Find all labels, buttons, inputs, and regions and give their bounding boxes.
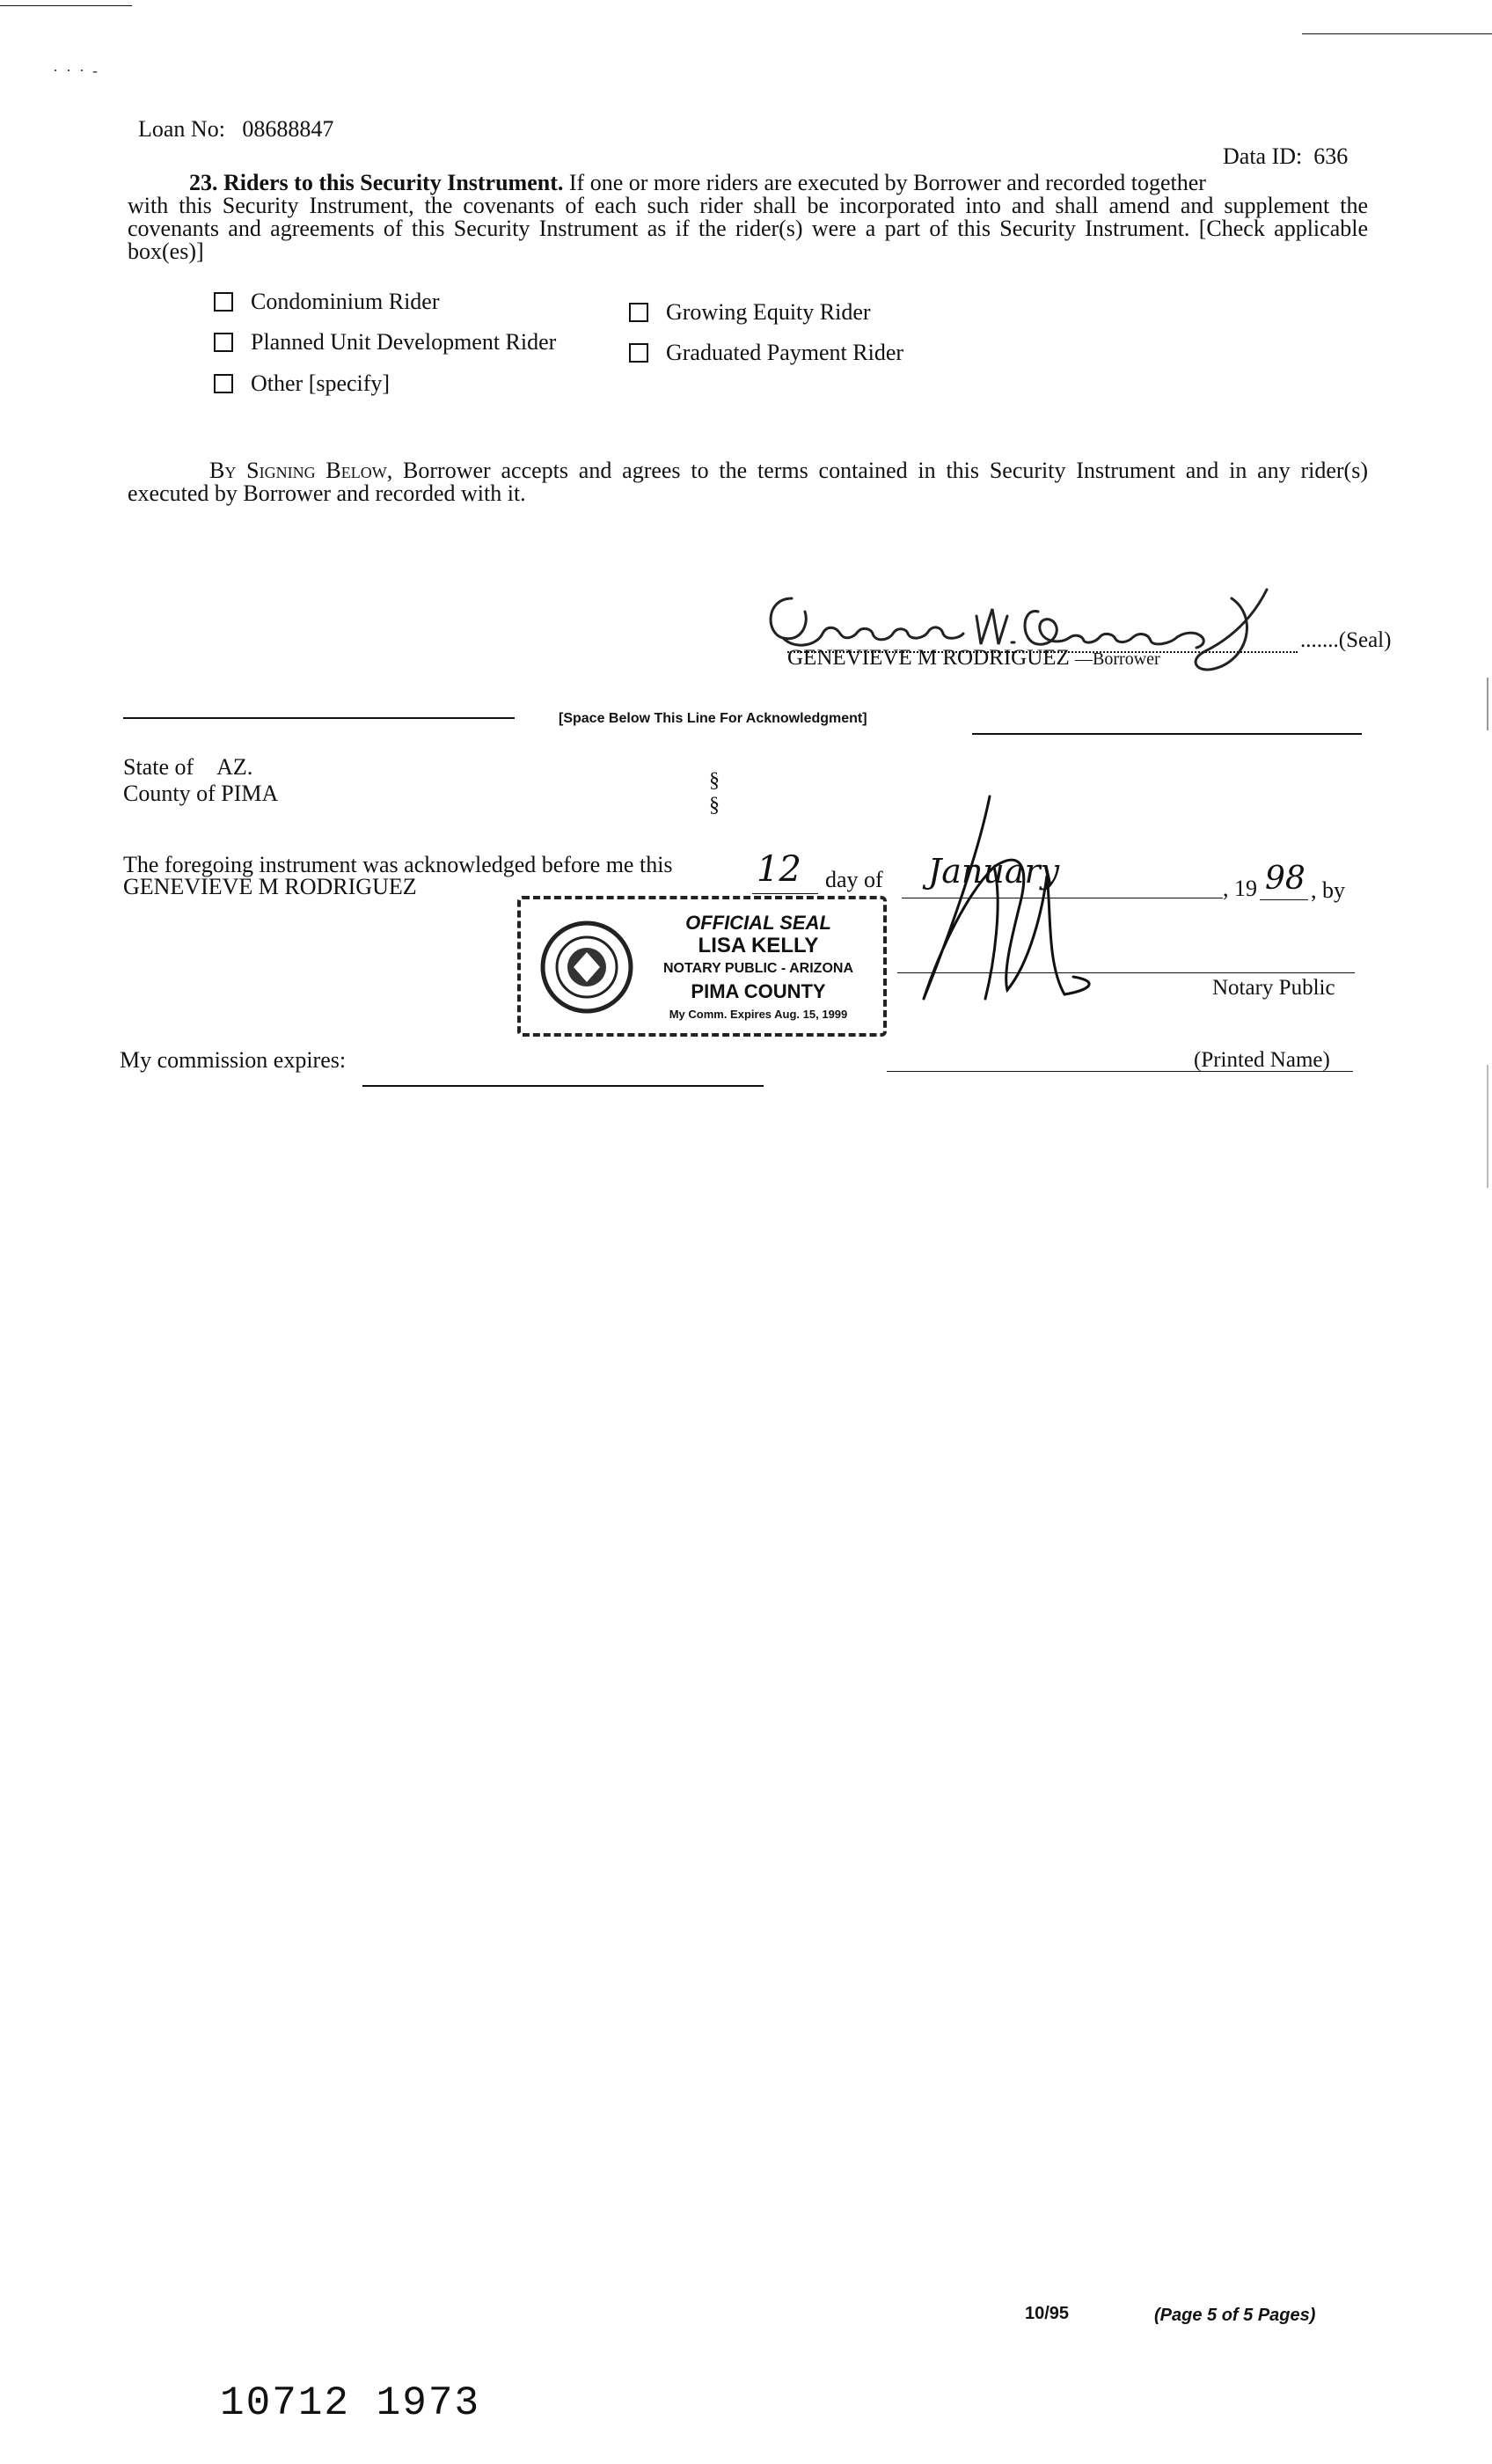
- signing-paragraph: [128, 459, 1368, 505]
- county-line: [123, 781, 278, 807]
- scan-marks: · · · -: [53, 62, 98, 79]
- state-label: State of: [123, 754, 194, 780]
- condominium-label: Condominium Rider: [251, 289, 440, 314]
- stamp-line-2: LISA KELLY: [698, 934, 819, 957]
- loan-label: Loan No:: [138, 116, 225, 142]
- notary-line: [897, 972, 1355, 973]
- borrower-signature: [757, 563, 1302, 695]
- day-label: day of: [825, 867, 883, 892]
- stamp-text: [635, 912, 881, 1026]
- acknowledged-name: GENEVIEVE M RODRIGUEZ: [123, 874, 417, 899]
- scan-edge-mark-2: [1487, 1065, 1488, 1188]
- growing-equity-checkbox[interactable]: [629, 303, 648, 322]
- section-23-number: 23.: [189, 170, 218, 195]
- rider-condominium[interactable]: [214, 289, 440, 315]
- page-info: (Page 5 of 5 Pages): [1154, 2306, 1316, 2325]
- other-label: Other [specify]: [251, 370, 391, 396]
- notary-stamp: [517, 896, 887, 1037]
- document-number: 10712 1973: [220, 2380, 481, 2426]
- borrower-name-line: [787, 645, 1160, 672]
- section-23-heading: Riders to this Security Instrument.: [223, 170, 564, 195]
- county-value: PIMA: [221, 781, 279, 806]
- condominium-checkbox[interactable]: [214, 292, 233, 312]
- ack-divider-text: [Space Below This Line For Acknowledgment]: [559, 711, 867, 726]
- graduated-payment-checkbox[interactable]: [629, 343, 648, 363]
- stamp-line-3: NOTARY PUBLIC - ARIZONA: [663, 961, 853, 976]
- county-label: County of: [123, 781, 216, 806]
- commission-line[interactable]: [362, 1085, 764, 1087]
- year-prefix: , 19: [1223, 876, 1257, 901]
- top-left-rule: [0, 5, 132, 6]
- day-value: 12: [757, 849, 801, 890]
- loan-number: 08688847: [242, 116, 334, 142]
- growing-equity-label: Growing Equity Rider: [666, 299, 871, 325]
- notary-signature: [889, 788, 1117, 1016]
- rider-pud[interactable]: [214, 329, 556, 356]
- form-code: 10/95: [1025, 2304, 1070, 2323]
- data-id-line: [1223, 143, 1348, 170]
- borrower-name: GENEVIEVE M RODRIGUEZ: [787, 646, 1070, 670]
- borrower-role: —Borrower: [1075, 649, 1160, 669]
- section-23-paragraph: [128, 172, 1368, 263]
- printed-name-label: (Printed Name): [1194, 1048, 1330, 1072]
- stamp-line-4: PIMA COUNTY: [691, 980, 826, 1002]
- section-mark-2: §: [709, 794, 720, 817]
- ack-divider-left: [123, 717, 515, 719]
- year-value: 98: [1265, 861, 1306, 897]
- graduated-payment-label: Graduated Payment Rider: [666, 340, 904, 365]
- signing-text: Borrower accepts and agrees to the terms contained in this Security Instrument and in any rider(s) executed by Borrower and recorded with it.: [128, 458, 1368, 506]
- section-23-body-rest: with this Security Instrument, the covenants of each such rider shall be incorporated into and shall amend and supplement the covenants and agreements of this Security Instrument as if the rider(s) were a part of this Security Instrument. [Check applicable box(es)]: [128, 193, 1368, 264]
- scan-edge-mark: [1487, 678, 1488, 730]
- stamp-line-1: OFFICIAL SEAL: [685, 912, 831, 934]
- rider-graduated-payment[interactable]: [629, 340, 903, 366]
- foregoing-text: The foregoing instrument was acknowledged before me this: [123, 852, 673, 877]
- state-value: AZ.: [216, 754, 253, 780]
- notary-label: Notary Public: [1212, 976, 1335, 1000]
- day-line: [752, 893, 818, 894]
- signing-lead: By Signing Below,: [209, 458, 393, 483]
- commission-label: My commission expires:: [120, 1047, 347, 1073]
- rider-other[interactable]: [214, 370, 390, 397]
- ack-divider-right: [972, 733, 1362, 735]
- month-value: January: [928, 852, 1060, 891]
- section-mark-1: §: [709, 769, 720, 792]
- section-23-body-first: If one or more riders are executed by Borrower and recorded together: [568, 170, 1206, 195]
- top-right-rule: [1302, 33, 1492, 34]
- pud-label: Planned Unit Development Rider: [251, 329, 557, 355]
- state-line: [123, 754, 252, 781]
- by-label: , by: [1311, 877, 1345, 903]
- stamp-line-5: My Comm. Expires Aug. 15, 1999: [669, 1008, 848, 1021]
- data-id-value: 636: [1313, 143, 1349, 169]
- seal-label: .......(Seal): [1300, 628, 1392, 652]
- loan-number-line: [138, 116, 333, 143]
- arizona-seal-icon: [538, 919, 635, 1016]
- data-id-label: Data ID:: [1223, 143, 1303, 169]
- rider-growing-equity[interactable]: [629, 299, 871, 326]
- other-checkbox[interactable]: [214, 374, 233, 393]
- pud-checkbox[interactable]: [214, 333, 233, 352]
- year-line: [1260, 899, 1308, 900]
